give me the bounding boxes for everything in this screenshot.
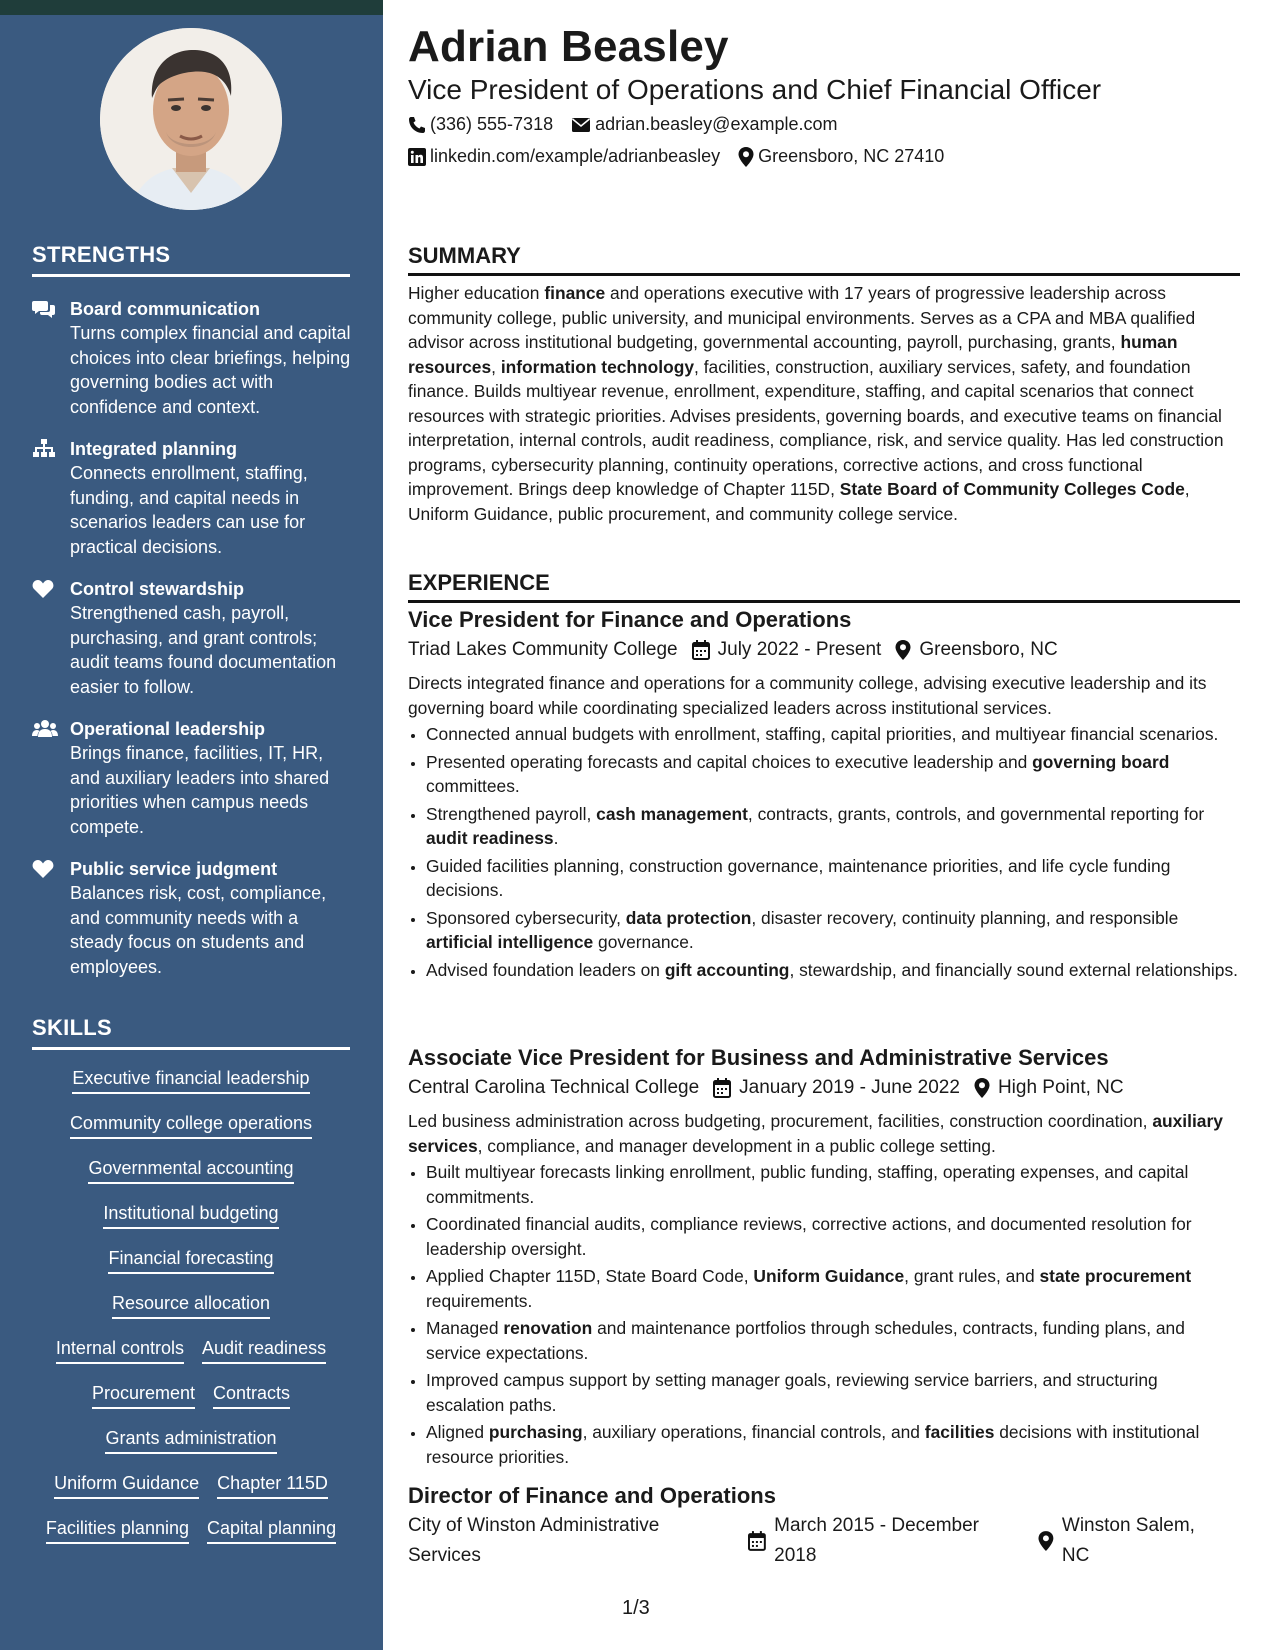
job-bullet <box>426 958 1240 983</box>
linkedin-text: linkedin.com/example/adrianbeasley <box>430 146 721 166</box>
phone-icon <box>408 116 426 134</box>
calendar-icon <box>692 640 710 660</box>
skill-row <box>32 1337 350 1382</box>
strength-title: Board communication <box>70 299 261 319</box>
strength-item <box>32 717 352 839</box>
skill-row <box>32 1472 350 1517</box>
skill-row <box>32 1427 350 1472</box>
job-bullet-list <box>426 722 1240 982</box>
bold-keyword: cash management <box>596 803 748 824</box>
skill-tag: Contracts <box>213 1382 290 1409</box>
job-bullet-run: Improved campus support by setting manager goals, reviewing service barriers, and structuring escalation paths. <box>426 1370 1158 1415</box>
job-bullet <box>426 1316 1240 1365</box>
job-bullet <box>426 802 1240 851</box>
strength-item <box>32 297 352 419</box>
skill-tag: Chapter 115D <box>217 1472 328 1499</box>
job-bullet-run: , auxiliary operations, financial controls, and <box>582 1422 925 1442</box>
job-location: Greensboro, NC <box>895 635 1057 665</box>
strength-title: Integrated planning <box>70 439 238 459</box>
bold-keyword: auxiliary services <box>408 1111 1223 1156</box>
bold-keyword: governing board <box>1032 751 1170 772</box>
job-organization: Central Carolina Technical College <box>408 1077 700 1098</box>
contact-row-1 <box>408 114 856 135</box>
skill-tag: Uniform Guidance <box>54 1472 199 1499</box>
summary-text-run: , facilities, construction, auxiliary services, safety, and foundation finance. Builds multiyear revenue, enrollment, expenditure, staffing, and capital scenarios that connect resources with strategic priorities. Advises presidents, governing boards, and executive teams on financial interpretation, internal controls, audit readiness, compliance, risk, and service quality. Has led construction programs, cybersecurity planning, continuity operations, corrective actions, and cross functional improvement. Brings deep knowledge of Chapter 115D, <box>408 356 1224 499</box>
skill-row <box>32 1292 350 1337</box>
job-bullet <box>426 750 1240 799</box>
job-bullet <box>426 854 1240 903</box>
bold-keyword: State Board of Community Colleges Code <box>839 479 1185 499</box>
location-contact <box>738 146 944 167</box>
heart-icon <box>32 857 70 979</box>
job-description <box>408 671 1240 720</box>
job-entry <box>408 605 1240 985</box>
job-dates: July 2022 - Present <box>692 635 882 665</box>
job-bullet-run: and maintenance portfolios through schedules, contracts, funding plans, and service expectations. <box>426 1318 1185 1363</box>
summary-text-run: , Uniform Guidance, public procurement, and community college service. <box>408 479 1190 524</box>
skill-tag: Facilities planning <box>46 1517 189 1544</box>
people-group-icon <box>32 717 70 839</box>
strength-title: Public service judgment <box>70 859 278 879</box>
strength-item <box>32 437 352 559</box>
skill-row <box>32 1202 350 1247</box>
strength-desc: Connects enrollment, staffing, funding, and capital needs in scenarios leaders can use for practical decisions. <box>70 463 308 557</box>
job-bullet-run: , disaster recovery, continuity planning, and responsible <box>751 907 1179 928</box>
job-bullet <box>426 906 1240 955</box>
job-bullet-run: Built multiyear forecasts linking enrollment, public funding, staffing, operating expenses, and capital commitments. <box>426 1162 1189 1207</box>
experience-heading: EXPERIENCE <box>408 570 1240 603</box>
job-title: Director of Finance and Operations <box>408 1483 776 1508</box>
job-bullet-run: Guided facilities planning, construction governance, maintenance priorities, and life cycle funding decisions. <box>426 855 1171 900</box>
sidebar <box>0 15 383 1650</box>
skill-tag: Grants administration <box>105 1427 276 1454</box>
job-bullet <box>426 1264 1240 1313</box>
job-bullet <box>426 1420 1240 1469</box>
calendar-icon <box>713 1078 731 1098</box>
job-bullet-run: governance. <box>593 932 694 952</box>
job-entry <box>408 1043 1240 1472</box>
strengths-list <box>32 297 352 997</box>
avatar <box>100 28 282 210</box>
job-bullet-run: Advised foundation leaders on <box>426 959 665 980</box>
job-bullet <box>426 722 1240 747</box>
bold-keyword: information technology <box>500 356 695 377</box>
top-accent-bar <box>0 0 383 15</box>
bold-keyword: purchasing <box>488 1422 583 1442</box>
job-description-run: Directs integrated finance and operations for a community college, advising executive leadership and its governing board while coordinating specialized leaders across institutional services. <box>408 673 1207 718</box>
job-description-run: , compliance, and manager development in a public college setting. <box>477 1135 996 1156</box>
skill-tag: Community college operations <box>70 1112 312 1139</box>
job-bullet-run: requirements. <box>426 1290 533 1311</box>
strength-desc: Brings finance, facilities, IT, HR, and auxiliary leaders into shared priorities when campus needs compete. <box>70 743 330 837</box>
job-meta <box>408 1511 1240 1571</box>
skill-row <box>32 1067 350 1112</box>
job-bullet-run: , grant rules, and <box>904 1266 1040 1286</box>
job-organization: City of Winston Administrative Services <box>408 1515 660 1566</box>
chat-bubbles-icon <box>32 297 70 419</box>
skill-tag: Financial forecasting <box>108 1247 273 1274</box>
summary-heading: SUMMARY <box>408 243 1240 276</box>
job-bullet-run: Strengthened payroll, <box>426 803 597 824</box>
job-bullet <box>426 1212 1240 1261</box>
skill-tag: Governmental accounting <box>88 1157 293 1184</box>
job-bullet-run: Sponsored cybersecurity, <box>426 907 626 928</box>
heart-icon <box>32 577 70 699</box>
job-bullet-run: , contracts, grants, controls, and governmental reporting for <box>747 803 1205 824</box>
bold-keyword: renovation <box>503 1318 593 1338</box>
job-bullet-run: decisions with institutional resource priorities. <box>426 1422 1200 1467</box>
job-bullet <box>426 1368 1240 1417</box>
skill-tag: Capital planning <box>207 1517 336 1544</box>
strength-title: Operational leadership <box>70 719 266 739</box>
job-description-run: Led business administration across budgeting, procurement, facilities, construction coordination, <box>408 1111 1153 1131</box>
phone-text: (336) 555-7318 <box>430 114 554 134</box>
job-location: High Point, NC <box>974 1073 1124 1103</box>
bold-keyword: finance <box>544 283 606 303</box>
strength-title: Control stewardship <box>70 579 245 599</box>
skills-heading: SKILLS <box>32 1015 350 1050</box>
job-organization: Triad Lakes Community College <box>408 639 678 660</box>
job-bullet-run: Presented operating forecasts and capital choices to executive leadership and <box>426 751 1033 772</box>
job-bullet-run: Connected annual budgets with enrollment, staffing, capital priorities, and multiyear financial scenarios. <box>426 724 1219 744</box>
bold-keyword: human resources <box>408 332 1178 377</box>
skill-row <box>32 1157 350 1202</box>
contact-row-2 <box>408 146 962 167</box>
summary-text-run: and operations executive with 17 years of progressive leadership across community college, public university, and municipal environments. Serves as a CPA and MBA qualified advisor across institutional budgeting, governmental accounting, payroll, purchasing, grants, <box>408 283 1196 352</box>
job-title: Vice President for Finance and Operations <box>408 607 852 632</box>
bold-keyword: state procurement <box>1039 1266 1192 1286</box>
bold-keyword: gift accounting <box>664 959 790 980</box>
linkedin-contact[interactable] <box>408 146 720 167</box>
job-bullet <box>426 1160 1240 1209</box>
job-bullet-list <box>426 1160 1240 1469</box>
job-bullet-run: Aligned <box>426 1422 489 1442</box>
skill-row <box>32 1247 350 1292</box>
job-description <box>408 1109 1240 1158</box>
job-bullet-run: , stewardship, and financially sound external relationships. <box>789 959 1238 980</box>
skill-row <box>32 1517 350 1562</box>
job-dates: January 2019 - June 2022 <box>713 1073 960 1103</box>
map-pin-icon <box>895 640 911 660</box>
map-pin-icon <box>1038 1531 1054 1551</box>
bold-keyword: facilities <box>924 1422 995 1442</box>
skill-tag: Executive financial leadership <box>72 1067 309 1094</box>
skill-tag: Internal controls <box>56 1337 184 1364</box>
bold-keyword: Uniform Guidance <box>753 1266 905 1286</box>
job-dates: March 2015 - December 2018 <box>748 1511 1024 1571</box>
job-entry <box>408 1481 1240 1571</box>
page-number: 1/3 <box>622 1597 650 1619</box>
job-bullet-run: . <box>553 828 559 848</box>
skill-row <box>32 1112 350 1157</box>
skill-tag: Procurement <box>92 1382 195 1409</box>
map-pin-icon <box>974 1078 990 1098</box>
strength-desc: Balances risk, cost, compliance, and community needs with a steady focus on students and employees. <box>70 883 327 977</box>
phone-contact <box>408 114 553 135</box>
skill-tag: Audit readiness <box>202 1337 326 1364</box>
job-bullet-run: Managed <box>426 1318 504 1338</box>
job-meta <box>408 635 1240 665</box>
org-chart-icon <box>32 437 70 559</box>
strengths-heading: STRENGTHS <box>32 242 350 277</box>
job-meta <box>408 1073 1240 1103</box>
job-bullet-run: Coordinated financial audits, compliance reviews, corrective actions, and documented resolution for leadership oversight. <box>426 1214 1192 1259</box>
envelope-icon <box>571 117 591 133</box>
location-text: Greensboro, NC 27410 <box>758 146 945 166</box>
candidate-name: Adrian Beasley <box>408 22 729 71</box>
job-location: Winston Salem, NC <box>1038 1511 1226 1571</box>
map-pin-icon <box>738 147 754 167</box>
candidate-headline: Vice President of Operations and Chief Financial Officer <box>408 74 1102 105</box>
bold-keyword: data protection <box>625 907 752 928</box>
strength-item <box>32 577 352 699</box>
strength-desc: Turns complex financial and capital choices into clear briefings, helping governing bodies act with confidence and context. <box>70 323 351 417</box>
email-contact[interactable] <box>571 114 837 135</box>
calendar-icon <box>748 1531 766 1551</box>
strength-item <box>32 857 352 979</box>
linkedin-icon <box>408 148 426 166</box>
skill-row <box>32 1382 350 1427</box>
skills-list <box>32 1067 350 1562</box>
job-title: Associate Vice President for Business and Administrative Services <box>408 1045 1109 1070</box>
job-bullet-run: committees. <box>426 776 520 796</box>
bold-keyword: artificial intelligence <box>426 932 594 952</box>
summary-text-run: Higher education <box>408 283 545 303</box>
summary-text <box>408 281 1240 526</box>
job-bullet-run: Applied Chapter 115D, State Board Code, <box>426 1266 754 1286</box>
summary-text-run: , <box>491 356 501 377</box>
strength-desc: Strengthened cash, payroll, purchasing, and grant controls; audit teams found documentation easier to follow. <box>70 603 337 697</box>
skill-tag: Resource allocation <box>112 1292 270 1319</box>
skill-tag: Institutional budgeting <box>103 1202 278 1229</box>
email-text: adrian.beasley@example.com <box>595 114 838 134</box>
bold-keyword: audit readiness <box>426 828 554 848</box>
